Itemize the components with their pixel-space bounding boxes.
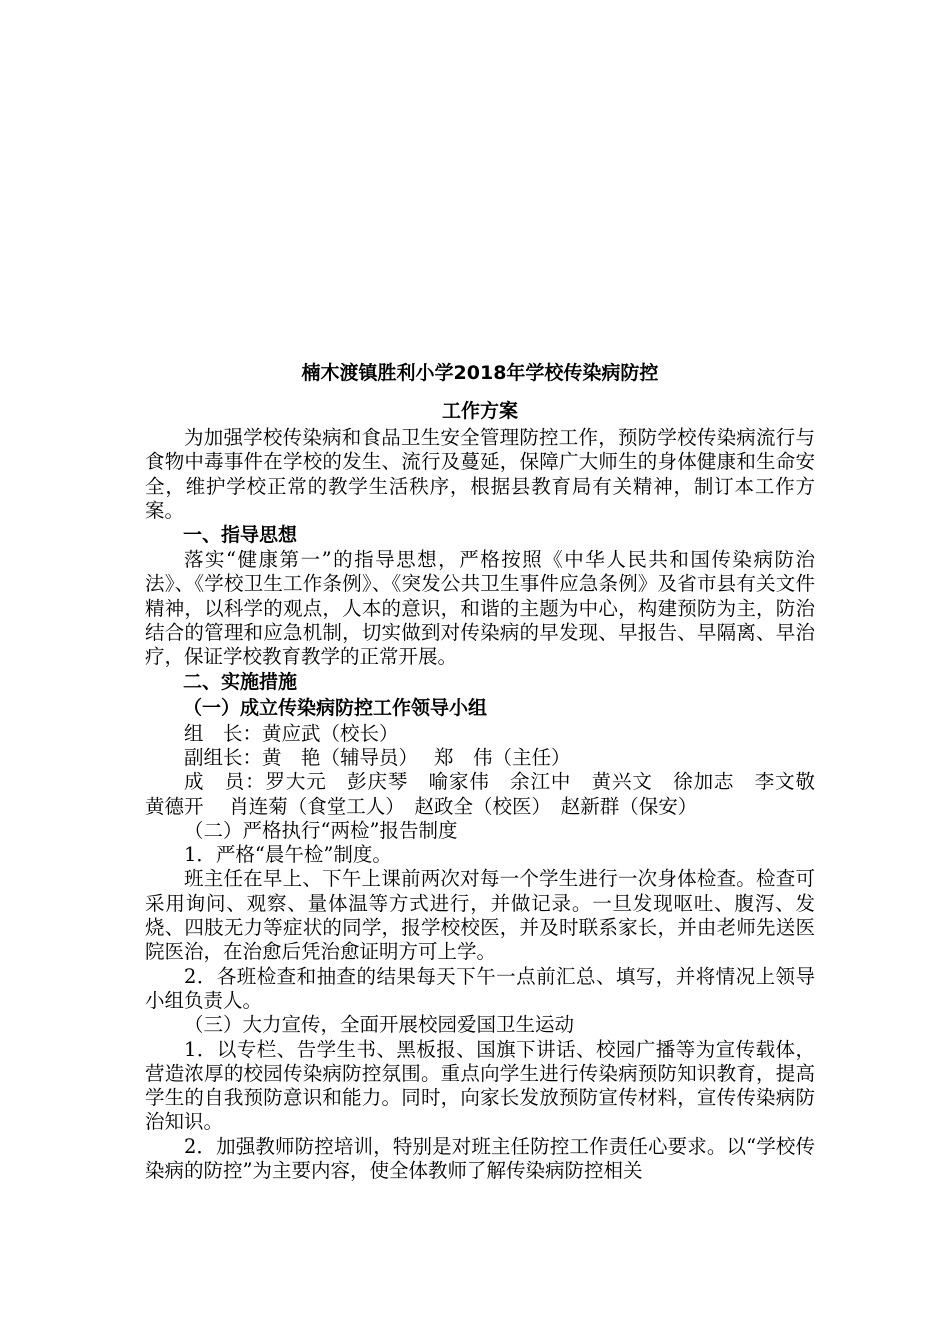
subsection-heading-publicity: （三）大力宣传，全面开展校园爱国卫生运动 xyxy=(184,1013,575,1037)
deputy-leader-line: 副组长：黄 艳（辅导员） 郑 伟（主任） xyxy=(184,745,571,769)
subsection-heading-leadership-group: （一）成立传染病防控工作领导小组 xyxy=(183,696,488,719)
publicity-item-2: 2．加强教师防控培训，特别是对班主任防控工作责任心要求。以“学校传染病的防控”为主要内容，使全体教师了解传染病防控相关 xyxy=(145,1134,815,1183)
two-checks-item-2: 2．各班检查和抽查的结果每天下午一点前汇总、填写，并将情况上领导小组负责人。 xyxy=(145,964,815,1012)
two-checks-item-1-body: 班主任在早上、下午上课前两次对每一个学生进行一次身体检查。检查可采用询问、观察、量体温等方式进行，并做记录。一旦发现呕吐、腹泻、发烧、四肢无力等症状的同学，报学校校医，并及时联系家长，并由老师先送医院医治，在治愈后凭治愈证明方可上学。 xyxy=(145,867,815,964)
intro-paragraph: 为加强学校传染病和食品卫生安全管理防控工作，预防学校传染病流行与食物中毒事件在学校的发生、流行及蔓延，保障广大师生的身体健康和生命安全，维护学校正常的教学生活秩序，根据县教育局有关精神，制订本工作方案。 xyxy=(145,426,815,522)
document-title-line-1: 楠木渡镇胜利小学2018年学校传染病防控 xyxy=(301,362,659,384)
subsection-heading-two-checks: （二）严格执行“两检”报告制度 xyxy=(184,818,458,842)
section-heading-measures: 二、实施措施 xyxy=(183,670,298,693)
publicity-item-1: 1．以专栏、告学生书、黑板报、国旗下讲话、校园广播等为宣传载体，营造浓厚的校园传染病防控氛围。重点向学生进行传染病预防知识教育，提高学生的自我预防意识和能力。同时，向家长发放预防宣传材料，宣传传染病防治知识。 xyxy=(145,1037,815,1134)
group-leader-line: 组 长：黄应武（校长） xyxy=(184,721,399,745)
two-checks-item-1-title: 1．严格“晨午检”制度。 xyxy=(184,843,392,867)
guiding-thought-paragraph: 落实“健康第一”的指导思想，严格按照《中华人民共和国传染病防治法》、《学校卫生工作条例》、《突发公共卫生事件应急条例》及省市县有关文件精神，以科学的观点，人本的意识，和谐的主题为中心，构建预防为主，防治结合的管理和应急机制，切实做到对传染病的早发现、早报告、早隔离、早治疗，保证学校教育教学的正常开展。 xyxy=(145,548,815,669)
document-page xyxy=(145,358,835,1183)
document-title-line-2: 工作方案 xyxy=(441,400,518,422)
section-heading-guiding-thought: 一、指导思想 xyxy=(183,524,298,547)
members-paragraph: 成 员：罗大元 彭庆琴 喻家伟 余江中 黄兴文 徐加志 李文敬 黄德开 肖连菊（食堂工人） 赵政全（校医） 赵新群（保安） xyxy=(145,770,835,818)
